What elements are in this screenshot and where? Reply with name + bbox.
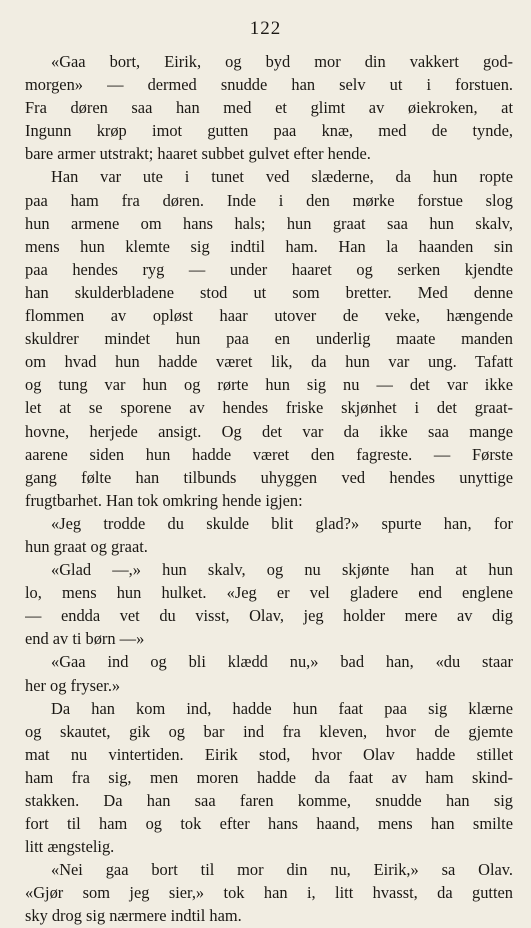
- text-line: hovne, herjede ansigt. Og det var da ikke saa mange: [25, 421, 513, 441]
- body-text: [25, 50, 513, 928]
- text-line: Ingunn krøp imot gutten paa knæ, med de tynde,: [25, 121, 513, 141]
- text-line: paa hendes ryg — under haaret og serken kjendte: [25, 259, 513, 279]
- text-line: gang følte han tilbunds uhyggen ved hendes unyttige: [25, 467, 513, 487]
- text-line: ham fra sig, men moren hadde da faat av ham skind-: [25, 767, 513, 787]
- text-line: — endda vet du visst, Olav, jeg holder mere av dig: [25, 606, 513, 626]
- text-line: «Glad —,» hun skalv, og nu skjønte han at hun: [51, 560, 513, 580]
- text-line: paa ham fra døren. Inde i den mørke forstue slog: [25, 190, 513, 210]
- text-line: fort til ham og tok efter hans haand, mens han smilte: [25, 814, 513, 834]
- text-line: her og fryser.»: [25, 675, 121, 695]
- text-line: og tung var hun og rørte hun sig nu — det var ikke: [25, 375, 513, 395]
- text-line: hun armene om hans hals; hun graat saa hun skalv,: [25, 213, 513, 233]
- text-line: og skautet, gik og bar ind fra kleven, hvor de gjemte: [25, 721, 513, 741]
- text-line: om hvad hun hadde været lik, da hun var ung. Tafatt: [25, 352, 513, 372]
- text-line: end av ti børn —»: [25, 629, 145, 649]
- text-line: sky drog sig nærmere indtil ham.: [25, 906, 242, 926]
- text-line: «Gaa bort, Eirik, og byd mor din vakkert god-: [51, 52, 513, 71]
- page-number: 122: [249, 18, 282, 39]
- text-line: han skulderbladene stod ut som bretter. Med denne: [25, 282, 513, 302]
- text-line: morgen» — dermed snudde han selv ut i forstuen.: [25, 75, 513, 95]
- text-line: aarene siden hun hadde været den fagreste. — Første: [25, 444, 513, 464]
- text-line: stakken. Da han saa faren komme, snudde han sig: [25, 791, 513, 810]
- text-line: hun graat og graat.: [25, 536, 148, 556]
- text-line: «Jeg trodde du skulde blit glad?» spurte han, for: [51, 513, 513, 533]
- text-line: mat nu vintertiden. Eirik stod, hvor Olav hadde stillet: [25, 744, 513, 764]
- text-line: «Gjør som jeg sier,» tok han i, litt hvasst, da gutten: [25, 883, 513, 903]
- text-line: «Nei gaa bort til mor din nu, Eirik,» sa Olav.: [51, 860, 513, 880]
- text-line: flommen av opløst haar utover de veke, hængende: [25, 306, 513, 326]
- text-line: lo, mens hun hulket. «Jeg er vel gladere end englene: [25, 583, 513, 603]
- text-line: «Gaa ind og bli klædd nu,» bad han, «du staar: [51, 652, 513, 672]
- text-line: frugtbarhet. Han tok omkring hende igjen:: [25, 490, 303, 510]
- text-line: mens hun klemte sig indtil ham. Han la haanden sin: [25, 236, 513, 256]
- text-line: let at se sporene av hendes friske skjønhet i det graat-: [25, 398, 513, 418]
- text-line: Fra døren saa han med et glimt av øiekroken, at: [25, 98, 513, 118]
- text-line: Da han kom ind, hadde hun faat paa sig klærne: [51, 698, 513, 718]
- text-line: skuldrer mindet hun paa en underlig maate manden: [25, 329, 513, 349]
- text-line: Han var ute i tunet ved slæderne, da hun ropte: [51, 167, 513, 187]
- text-line: bare armer utstrakt; haaret subbet gulvet efter hende.: [25, 144, 371, 164]
- text-line: litt ængstelig.: [25, 837, 115, 857]
